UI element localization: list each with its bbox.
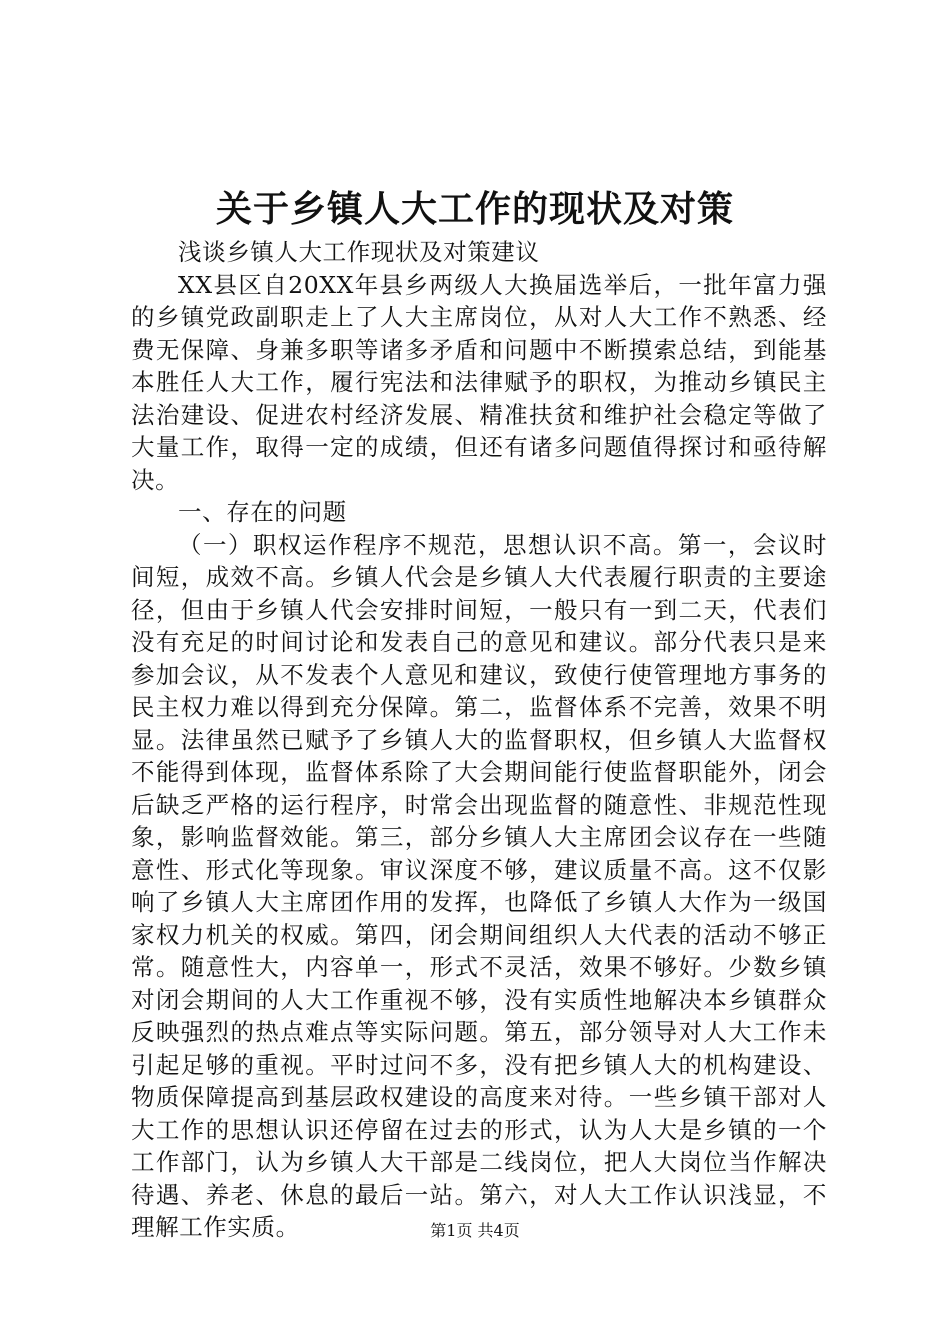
section-heading: 一、存在的问题 <box>178 498 347 526</box>
page-number-footer: 第1页 共4页 <box>430 1221 520 1240</box>
body-paragraph: （一）职权运作程序不规范，思想认识不高。第一，会议时间短，成效不高。乡镇人代会是乡镇人大代表履行职责的主要途径，但由于乡镇人代会安排时间短，一般只有一到二天，代表们没有充足的时间讨论和发表自己的意见和建议。部分代表只是来参加会议，从不发表个人意见和建议，致使行使管理地方事务的民主权力难以得到充分保障。第二，监督体系不完善，效果不明显。法律虽然已赋予了乡镇人大的监督职权，但乡镇人大监督权不能得到体现，监督体系除了大会期间能行使监督职能外，闭会后缺乏严格的运行程序，时常会出现监督的随意性、非规范性现象，影响监督效能。第三，部分乡镇人大主席团会议存在一些随意性、形式化等现象。审议深度不够，建议质量不高。这不仅影响了乡镇人大主席团作用的发挥，也降低了乡镇人大作为一级国家权力机关的权威。第四，闭会期间组织人大代表的活动不够正常。随意性大，内容单一，形式不灵活，效果不够好。少数乡镇对闭会期间的人大工作重视不够，没有实质性地解决本乡镇群众反映强烈的热点难点等实际问题。第五，部分领导对人大工作未引起足够的重视。平时过问不多，没有把乡镇人大的机构建设、物质保障提高到基层政权建设的高度来对待。一些乡镇干部对人大工作的思想认识还停留在过去的形式，认为人大是乡镇的一个工作部门，认为乡镇人大干部是二线岗位，把人大岗位当作解决待遇、养老、休息的最后一站。第六，对人大工作认识浅显，不理解工作实质。 <box>131 530 827 1241</box>
subtitle-paragraph: 浅谈乡镇人大工作现状及对策建议 <box>178 238 540 266</box>
document-title: 关于乡镇人大工作的现状及对策 <box>215 188 734 230</box>
document-body <box>131 236 827 1244</box>
intro-paragraph: XX县区自20XX年县乡两级人大换届选举后，一批年富力强的乡镇党政副职走上了人大主席岗位，从对人大工作不熟悉、经费无保障、身兼多职等诸多矛盾和问题中不断摸索总结，到能基本胜任人大工作，履行宪法和法律赋予的职权，为推动乡镇民主法治建设、促进农村经济发展、精准扶贫和维护社会稳定等做了大量工作，取得一定的成绩，但还有诸多问题值得探讨和亟待解决。 <box>131 270 827 494</box>
